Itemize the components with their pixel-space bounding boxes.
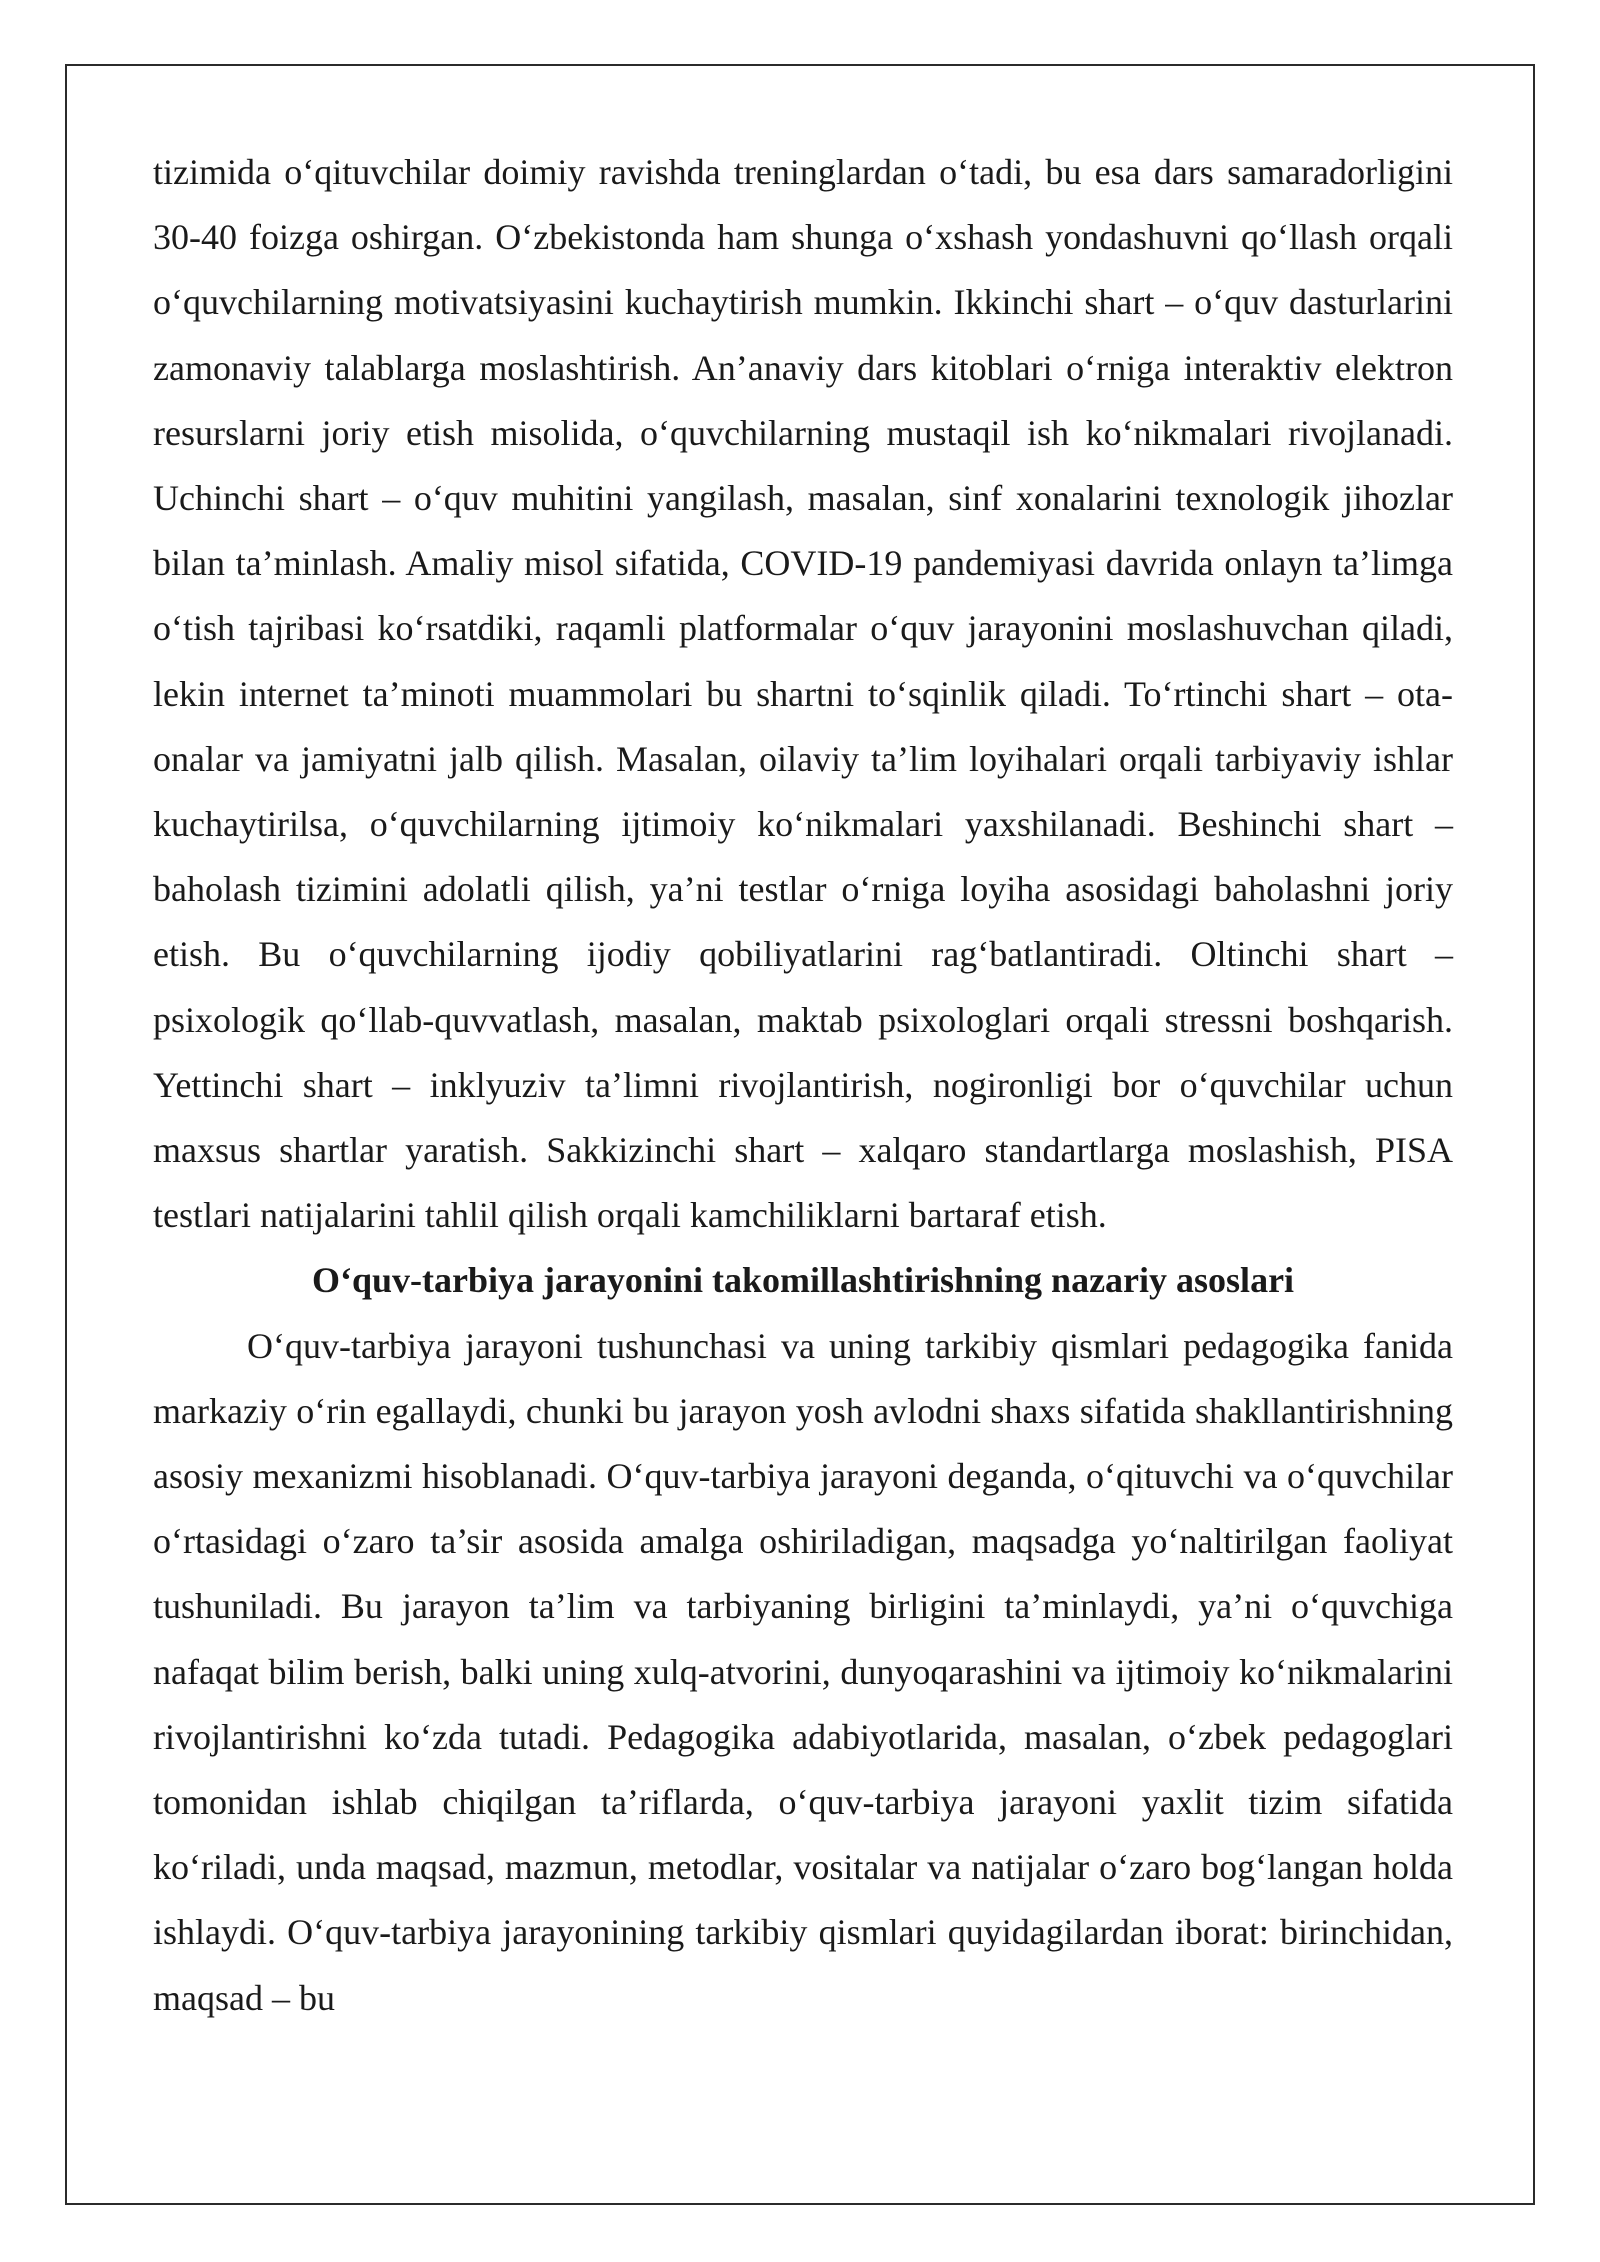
section-heading: Oʻquv-tarbiya jarayonini takomillashtirishning nazariy asoslari [311,1260,1295,1301]
body-paragraph: Oʻquv-tarbiya jarayoni tushunchasi va uning tarkibiy qismlari pedagogika fanida markaziy oʻrin egallaydi, chunki bu jarayon yosh avlodni shaxs sifatida shakllantirishning asosiy mexanizmi hisoblanadi. Oʻquv-tarbiya jarayoni deganda, oʻqituvchi va oʻquvchilar oʻrtasidagi oʻzaro ta’sir asosida amalga oshiriladigan, maqsadga yoʻnaltirilgan faoliyat tushuniladi. Bu jarayon ta’lim va tarbiyaning birligini ta’minlaydi, ya’ni oʻquvchiga nafaqat bilim berish, balki uning xulq-atvorini, dunyoqarashini va ijtimoiy koʻnikmalarini rivojlantirishni koʻzda tutadi. Pedagogika adabiyotlarida, masalan, oʻzbek pedagoglari tomonidan ishlab chiqilgan ta’riflarda, oʻquv-tarbiya jarayoni yaxlit tizim sifatida koʻriladi, unda maqsad, mazmun, metodlar, vositalar va natijalar oʻzaro bogʻlangan holda ishlaydi. Oʻquv-tarbiya jarayonining tarkibiy qismlari quyidagilardan iborat: birinchidan, maqsad – bu [153,1325,1453,2018]
document-body [153,140,1453,2031]
body-paragraph: tizimida oʻqituvchilar doimiy ravishda treninglardan oʻtadi, bu esa dars samaradorligini 30-40 foizga oshirgan. Oʻzbekistonda ham shunga oʻxshash yondashuvni qoʻllash orqali oʻquvchilarning motivatsiyasini kuchaytirish mumkin. Ikkinchi shart – oʻquv dasturlarini zamonaviy talablarga moslashtirish. An’anaviy dars kitoblari oʻrniga interaktiv elektron resurslarni joriy etish misolida, oʻquvchilarning mustaqil ish koʻnikmalari rivojlanadi. Uchinchi shart – oʻquv muhitini yangilash, masalan, sinf xonalarini texnologik jihozlar bilan ta’minlash. Amaliy misol sifatida, COVID-19 pandemiyasi davrida onlayn ta’limga oʻtish tajribasi koʻrsatdiki, raqamli platformalar oʻquv jarayonini moslashuvchan qiladi, lekin internet ta’minoti muammolari bu shartni toʻsqinlik qiladi. Toʻrtinchi shart – ota-onalar va jamiyatni jalb qilish. Masalan, oilaviy ta’lim loyihalari orqali tarbiyaviy ishlar kuchaytirilsa, oʻquvchilarning ijtimoiy koʻnikmalari yaxshilanadi. Beshinchi shart – baholash tizimini adolatli qilish, ya’ni testlar oʻrniga loyiha asosidagi baholashni joriy etish. Bu oʻquvchilarning ijodiy qobiliyatlarini ragʻbatlantiradi. Oltinchi shart – psixologik qoʻllab-quvvatlash, masalan, maktab psixologlari orqali stressni boshqarish. Yettinchi shart – inklyuziv ta’limni rivojlantirish, nogironligi bor oʻquvchilar uchun maxsus shartlar yaratish. Sakkizinchi shart – xalqaro standartlarga moslashish, PISA testlari natijalarini tahlil qilish orqali kamchiliklarni bartaraf etish. [153,152,1453,1236]
